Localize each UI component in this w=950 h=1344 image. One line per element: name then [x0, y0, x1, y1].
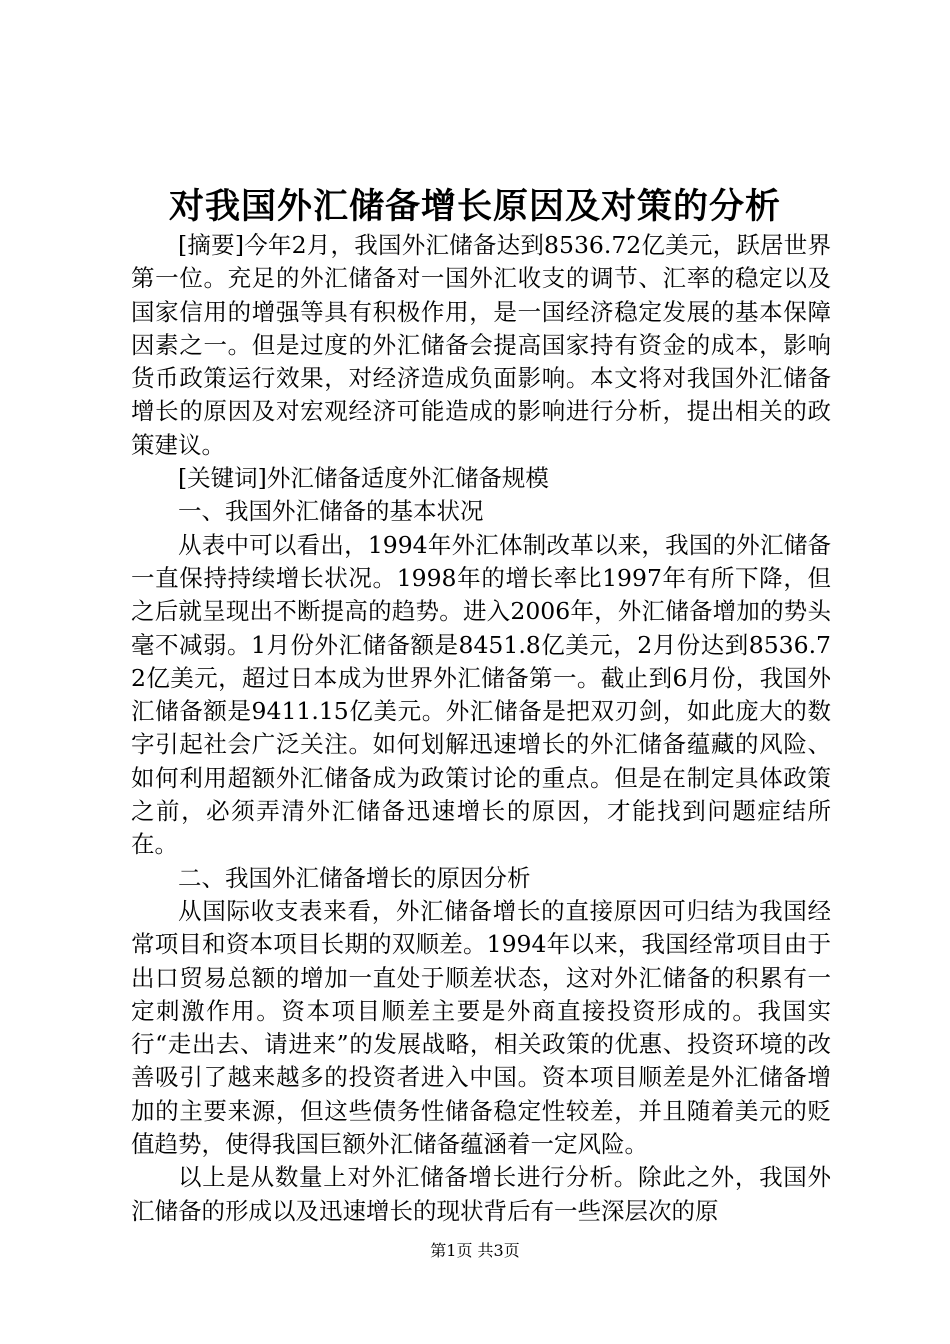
- body-paragraph: 从表中可以看出，1994年外汇体制改革以来，我国的外汇储备一直保持持续增长状况。1998年的增长率比1997年有所下降，但之后就呈现出不断提高的趋势。进入2006年，外汇储备增加的势头毫不减弱。1月份外汇储备额是8451.8亿美元，2月份达到8536.72亿美元，超过日本成为世界外汇储备第一。截止到6月份，我国外汇储备额是9411.15亿美元。外汇储备是把双刃剑，如此庞大的数字引起社会广泛关注。如何划解迅速增长的外汇储备蕴藏的风险、如何利用超额外汇储备成为政策讨论的重点。但是在制定具体政策之前，必须弄清外汇储备迅速增长的原因，才能找到问题症结所在。: [131, 530, 831, 859]
- body-paragraph: 以上是从数量上对外汇储备增长进行分析。除此之外，我国外汇储备的形成以及迅速增长的现状背后有一些深层次的原: [131, 1163, 831, 1225]
- page-footer: 第1页 共3页: [430, 1241, 520, 1260]
- abstract-paragraph: [摘要]今年2月，我国外汇储备达到8536.72亿美元，跃居世界第一位。充足的外汇储备对一国外汇收支的调节、汇率的稳定以及国家信用的增强等具有积极作用，是一国经济稳定发展的基本保障因素之一。但是过度的外汇储备会提高国家持有资金的成本，影响货币政策运行效果，对经济造成负面影响。本文将对我国外汇储备增长的原因及对宏观经济可能造成的影响进行分析，提出相关的政策建议。: [131, 231, 831, 459]
- document-body: [131, 229, 831, 1228]
- section-heading-1: 一、我国外汇储备的基本状况: [178, 497, 484, 526]
- section-heading-2: 二、我国外汇储备增长的原因分析: [178, 863, 531, 892]
- keywords-paragraph: [关键词]外汇储备适度外汇储备规模: [178, 464, 549, 493]
- body-paragraph: 从国际收支表来看，外汇储备增长的直接原因可归结为我国经常项目和资本项目长期的双顺差。1994年以来，我国经常项目由于出口贸易总额的增加一直处于顺差状态，这对外汇储备的积累有一定刺激作用。资本项目顺差主要是外商直接投资形成的。我国实行“走出去、请进来”的发展战略，相关政策的优惠、投资环境的改善吸引了越来越多的投资者进入中国。资本项目顺差是外汇储备增加的主要来源，但这些债务性储备稳定性较差，并且随着美元的贬值趋势，使得我国巨额外汇储备蕴涵着一定风险。: [131, 896, 831, 1159]
- document-title: 对我国外汇储备增长原因及对策的分析: [168, 186, 781, 227]
